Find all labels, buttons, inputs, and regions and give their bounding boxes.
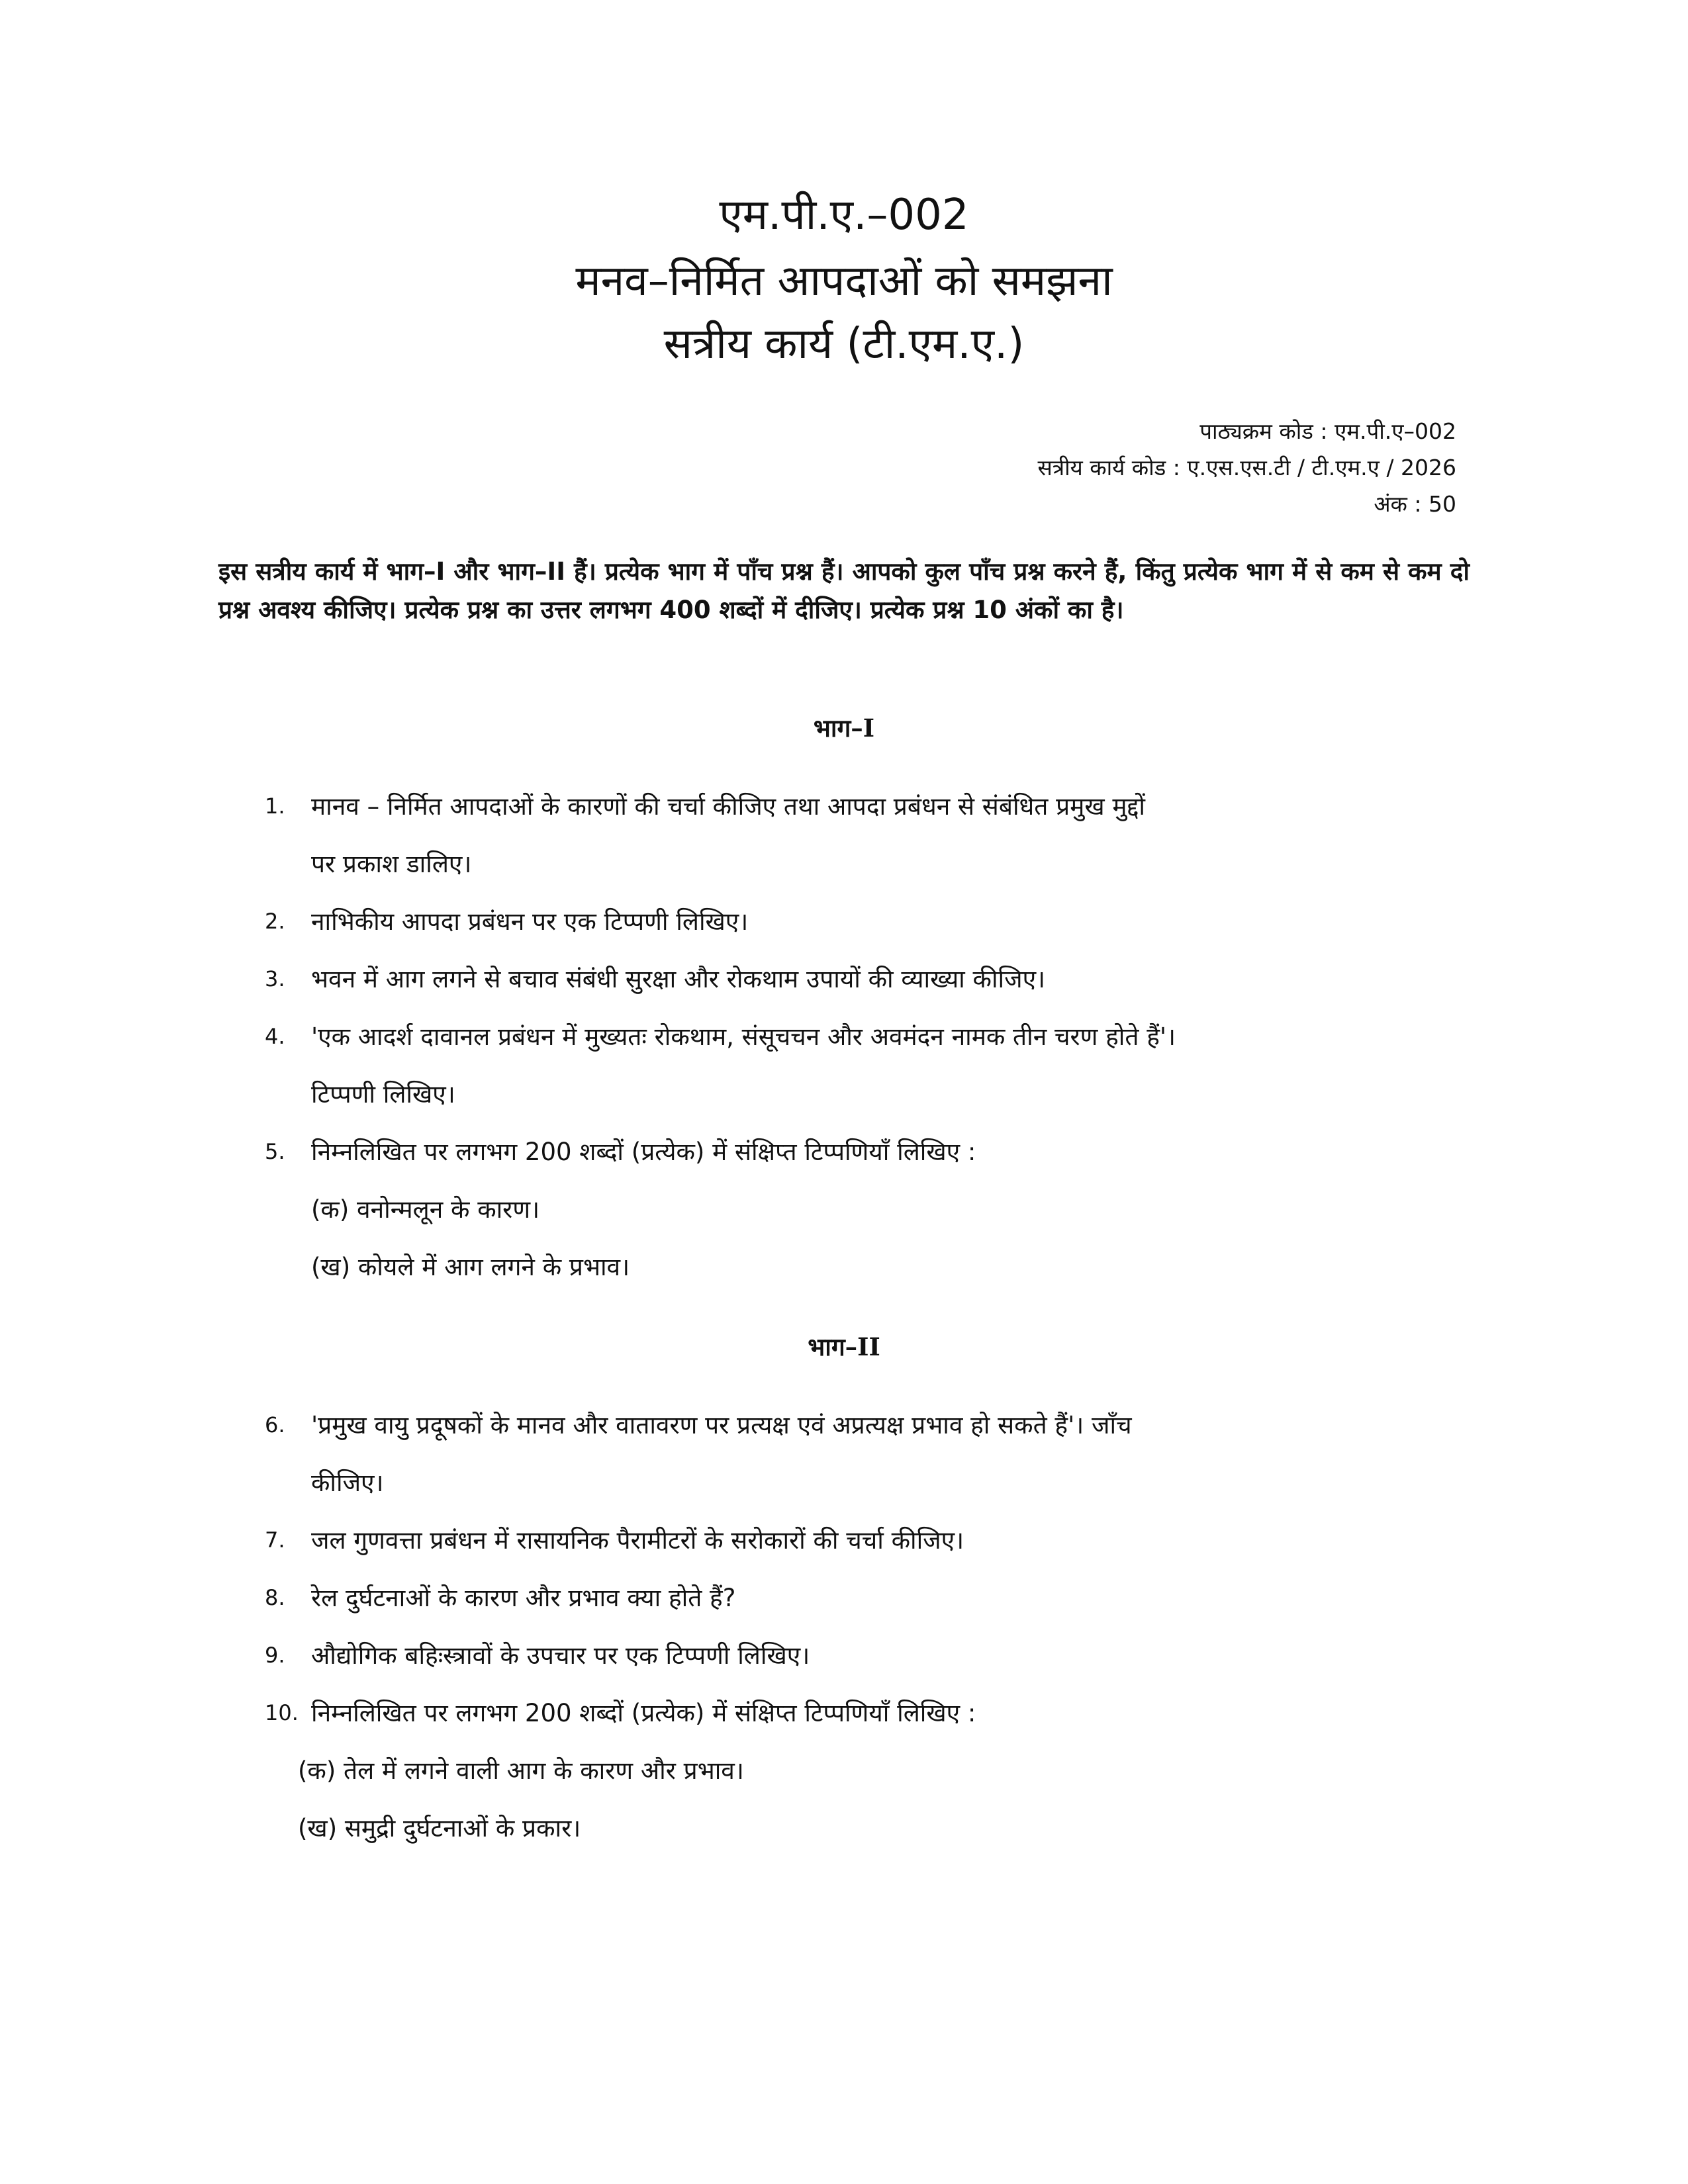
assignment-code-line: सत्रीय कार्य कोड : ए.एस.एस.टी / टी.एम.ए / 2026 xyxy=(1037,455,1456,480)
question-text: मानव – निर्मित आपदाओं के कारणों की चर्चा कीजिए तथा आपदा प्रबंधन से संबंधित प्रमुख मुद्दों xyxy=(311,792,1145,821)
course-code-title: एम.पी.ए.–002 xyxy=(719,191,969,240)
marks-line: अंक : 50 xyxy=(1374,491,1456,517)
question-item xyxy=(265,1569,1456,1627)
question-number: 7. xyxy=(265,1527,285,1553)
question-number: 5. xyxy=(265,1139,285,1164)
question-item xyxy=(265,1123,1456,1296)
part-1-heading: भाग–I xyxy=(813,713,875,743)
question-item xyxy=(265,1627,1456,1684)
question-text: 'एक आदर्श दावानल प्रबंधन में मुख्यतः रोकथाम, संसूचचन और अवमंदन नामक तीन चरण होते हैं'। xyxy=(311,1023,1176,1051)
question-item xyxy=(265,1008,1456,1123)
part-2-question-list xyxy=(265,1396,1456,1857)
question-text: नाभिकीय आपदा प्रबंधन पर एक टिप्पणी लिखिए। xyxy=(311,907,749,936)
question-item xyxy=(265,1396,1456,1512)
sub-question-a: (क) तेल में लगने वाली आग के कारण और प्रभाव। xyxy=(298,1756,744,1785)
question-item xyxy=(265,1512,1456,1569)
sub-question-b: (ख) कोयले में आग लगने के प्रभाव। xyxy=(311,1253,630,1281)
question-item xyxy=(265,893,1456,950)
part-2-heading: भाग–II xyxy=(808,1332,880,1361)
question-text: जल गुणवत्ता प्रबंधन में रासायनिक पैरामीटरों के सरोकारों की चर्चा कीजिए। xyxy=(311,1526,964,1555)
question-number: 9. xyxy=(265,1643,285,1668)
course-code-line: पाठ्यक्रम कोड : एम.पी.ए–002 xyxy=(1199,418,1456,444)
question-number: 10. xyxy=(265,1700,299,1725)
course-title: मनव–निर्मित आपदाओं को समझना xyxy=(575,257,1113,306)
question-text-continued: पर प्रकाश डालिए। xyxy=(311,850,472,878)
question-number: 8. xyxy=(265,1585,285,1610)
question-text: रेल दुर्घटनाओं के कारण और प्रभाव क्या होते हैं? xyxy=(311,1584,736,1612)
question-text-continued: टिप्पणी लिखिए। xyxy=(311,1080,455,1109)
sub-question-a: (क) वनोन्मलून के कारण। xyxy=(311,1195,540,1224)
sub-question-b: (ख) समुद्री दुर्घटनाओं के प्रकार। xyxy=(298,1814,581,1843)
question-text: भवन में आग लगने से बचाव संबंधी सुरक्षा और रोकथाम उपायों की व्याख्या कीजिए। xyxy=(311,965,1046,993)
question-text: निम्नलिखित पर लगभग 200 शब्दों (प्रत्येक) में संक्षिप्त टिप्पणियाँ लिखिए : xyxy=(311,1699,976,1727)
question-number: 6. xyxy=(265,1412,285,1437)
question-number: 3. xyxy=(265,966,285,991)
question-item xyxy=(265,1684,1456,1857)
part-1-question-list xyxy=(265,778,1456,1296)
question-text-continued: कीजिए। xyxy=(311,1469,384,1497)
instructions-paragraph: इस सत्रीय कार्य में भाग–I और भाग–II हैं। प्रत्येक भाग में पाँच प्रश्न हैं। आपको कुल पाँच प्रश्न करने हैं, किंतु प्रत्येक भाग में से कम से कम दो प्रश्न अवश्य कीजिए। प्रत्येक प्रश्न का उत्तर लगभग 400 शब्दों में दीजिए। प्रत्येक प्रश्न 10 अंकों का है। xyxy=(218,557,1470,624)
assignment-title: सत्रीय कार्य (टी.एम.ए.) xyxy=(663,320,1025,369)
question-item xyxy=(265,950,1456,1008)
question-number: 4. xyxy=(265,1024,285,1049)
question-number: 2. xyxy=(265,909,285,934)
question-number: 1. xyxy=(265,794,285,819)
question-text: निम्नलिखित पर लगभग 200 शब्दों (प्रत्येक) में संक्षिप्त टिप्पणियाँ लिखिए : xyxy=(311,1138,976,1166)
question-text: औद्योगिक बहिःस्त्रावों के उपचार पर एक टिप्पणी लिखिए। xyxy=(311,1641,810,1670)
question-text: 'प्रमुख वायु प्रदूषकों के मानव और वातावरण पर प्रत्यक्ष एवं अप्रत्यक्ष प्रभाव हो सकते हैं'। जाँच xyxy=(311,1411,1132,1439)
question-item xyxy=(265,778,1456,893)
